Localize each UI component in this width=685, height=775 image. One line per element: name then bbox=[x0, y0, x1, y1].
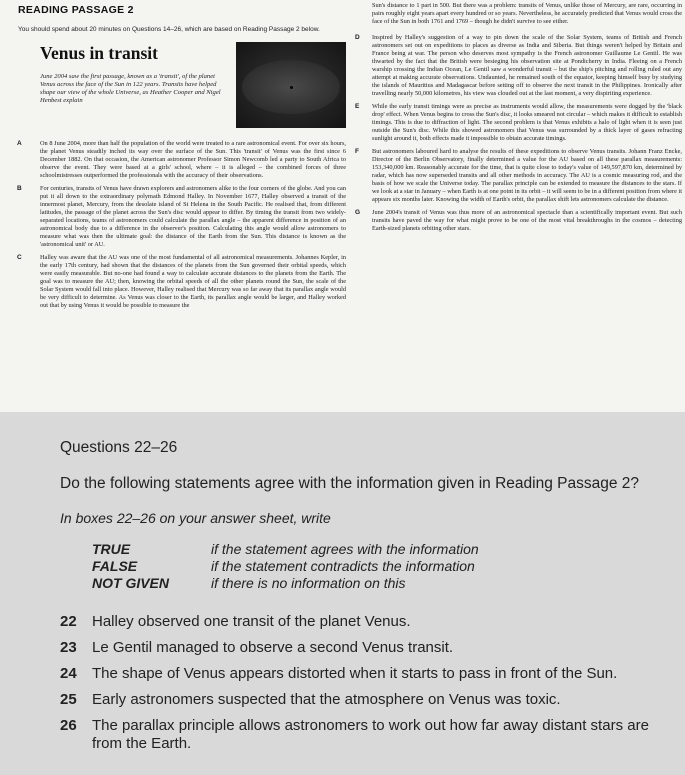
venus-transit-photo-icon bbox=[236, 42, 346, 128]
question-number: 23 bbox=[60, 639, 77, 656]
question-number: 22 bbox=[60, 613, 77, 630]
paragraph-text: Halley was aware that the AU was one of the most fundamental of all astronomical measurements. Johannes Kepler, in the early 17th century, had shown that the distances of the planets from the Sun governed their orbital speeds, which were easily measurable. But no-one had found a way to calculate accurate distances to the planets from the Earth. The goal was to measure the AU; then, knowing the orbital speeds of all the other planets round the Sun, the scale of the Solar System would fall into place. However, Halley realised that Mercury was so far away that its parallax angle would be very difficult to determine. As Venus was closer to the Earth, its parallax angle would be larger, and Halley worked out that by using Venus it would be possible to measure the bbox=[40, 254, 346, 309]
paragraph-e bbox=[352, 103, 682, 143]
question-item bbox=[60, 665, 670, 683]
paragraph-text: But astronomers laboured hard to analyse the results of these expeditions to observe Venus transits. Johann Franz Encke, Director of the Berlin Observatory, finally determined a value for the AU based on all these parallax measurements: 153,340,000 km. Reasonably accurate for the time, that is quite close to today's value of 149,597,870 km, determined by radar, which has now superseded transits and all other methods in accuracy. The AU is a cosmic measuring rod, and the basis of how we scale the Universe today. The parallax principle can be extended to measure the distances to the stars. If we look at a star in January – when Earth is at one point in its orbit – it will seem to be in a different position from where it appears six months later. Knowing the width of Earth's orbit, the parallax shift lets astronomers calculate the distance. bbox=[372, 148, 682, 203]
paragraph-letter: A bbox=[17, 140, 22, 147]
legend-definition: if there is no information on this bbox=[211, 575, 406, 591]
paragraph-text: Inspired by Halley's suggestion of a way to pin down the scale of the Solar System, teams of British and French astronomers set out on expeditions to places as diverse as India and Siberia. But things weren't helped by Britain and France being at war. The person who deserves most sympathy is the French astronomer Guillaume Le Gentil. He was thwarted by the fact that the British were besieging his observation site at Pondicherry in India. Fleeing on a French warship crossing the Indian Ocean, Le Gentil saw a wonderful transit – but the ship's pitching and rolling ruled out any attempt at making accurate observations. Undaunted, he remained south of the equator, keeping himself busy by studying the islands of Mauritius and Madagascar before setting off to observe the next transit in the Philippines. Ironically after travelling nearly 50,000 kilometres, his view was clouded out at the last moment, a very dispiriting experience. bbox=[372, 34, 682, 97]
paragraph-f bbox=[352, 148, 682, 204]
article-subtitle: June 2004 saw the first passage, known as a 'transit', of the planet Venus across the face of the Sun in 122 years. Transits have helped shape our view of the whole Universe, as Heather Cooper and Nigel Henbest explain bbox=[40, 73, 221, 104]
question-text: The shape of Venus appears distorted when it starts to pass in front of the Sun. bbox=[92, 665, 618, 682]
paragraph-letter: B bbox=[17, 185, 22, 192]
legend-row-false bbox=[92, 558, 479, 575]
paragraph-text: June 2004's transit of Venus was thus more of an astronomical spectacle than a scientifically important event. But such transits have paved the way for what might prove to be one of the most vital breakthroughs in the cosmos – detecting Earth-sized planets orbiting other stars. bbox=[372, 209, 682, 232]
paragraph-c bbox=[14, 254, 346, 310]
question-item bbox=[60, 613, 670, 631]
legend-definition: if the statement contradicts the information bbox=[211, 558, 475, 574]
title-block bbox=[14, 42, 346, 132]
paragraph-a bbox=[14, 140, 346, 180]
paragraph-text: For centuries, transits of Venus have drawn explorers and astronomers alike to the four corners of the globe. And you can put it all down to the extraordinary polymath Edmond Halley. In November 1677, Halley observed a transit of the innermost planet, Mercury, from the desolate island of St Helena in the South Pacific. He realised that, from different latitudes, the passage of the planet across the Sun's disc would appear to differ. By timing the transit from two widely-separated locations, teams of astronomers could calculate the parallax angle – the apparent difference in position of an astronomical body due to a difference in the observer's position. Calculating this angle would allow astronomers to measure what was then the ultimate goal: the distance of the Earth from the Sun. This distance is known as the 'astronomical unit' or AU. bbox=[40, 185, 346, 248]
question-text: Early astronomers suspected that the atmosphere on Venus was toxic. bbox=[92, 691, 561, 708]
passage-left-column bbox=[14, 4, 346, 315]
paragraph-d bbox=[352, 34, 682, 98]
paragraph-g bbox=[352, 209, 682, 233]
question-list bbox=[60, 613, 670, 761]
question-text: Le Gentil managed to observe a second Venus transit. bbox=[92, 639, 454, 656]
legend-term: FALSE bbox=[92, 558, 138, 574]
questions-heading: Questions 22–26 bbox=[60, 439, 178, 456]
question-number: 24 bbox=[60, 665, 77, 682]
questions-panel bbox=[0, 412, 685, 775]
passage-instruction: You should spend about 20 minutes on Questions 14–26, which are based on Reading Passage 2 below. bbox=[18, 26, 320, 33]
paragraph-letter: D bbox=[355, 34, 360, 41]
paragraph-text: While the early transit timings were as precise as instruments would allow, the measurements were dogged by the 'black drop' effect. When Venus begins to cross the Sun's disc, it looks smeared not circular – which makes it difficult to establish timings. This is due to diffraction of light. The second problem is that Venus exhibits a halo of light when it is seen just outside the Sun's disc. While this showed astronomers that Venus was surrounded by a thick layer of gases refracting sunlight around it, both effects made it impossible to obtain accurate timings. bbox=[372, 103, 682, 142]
question-number: 26 bbox=[60, 717, 77, 734]
venus-dot bbox=[290, 86, 293, 89]
paragraph-text: On 8 June 2004, more than half the population of the world were treated to a rare astronomical event. For over six hours, the planet Venus steadily inched its way over the surface of the Sun. This 'transit' of Venus was the first since 6 December 1882. On that occasion, the American astronomer Professor Simon Newcomb led a party to South Africa to observe the event. They were based at a girls' school, where – it is alleged – the combined forces of three schoolmistresses outperformed the professionals with the accuracy of their observations. bbox=[40, 140, 346, 179]
question-text: The parallax principle allows astronomers to work out how far away distant stars are from the Earth. bbox=[92, 717, 649, 752]
paragraph-c-continued: Sun's distance to 1 part in 500. But there was a problem: transits of Venus, unlike those of Mercury, are rare, occurring in pairs roughly eight years apart every hundred or so years. Nevertheless, he accurately predicted that Venus would cross the face of the Sun in both 1761 and 1769 – though he didn't survive to see either. bbox=[372, 2, 682, 25]
passage-heading: READING PASSAGE 2 bbox=[18, 4, 134, 16]
paragraph-b bbox=[14, 185, 346, 249]
questions-prompt: Do the following statements agree with the information given in Reading Passage 2? bbox=[60, 475, 640, 492]
question-item bbox=[60, 639, 670, 657]
questions-instruction: In boxes 22–26 on your answer sheet, write bbox=[60, 510, 331, 526]
question-text: Halley observed one transit of the planet Venus. bbox=[92, 613, 411, 630]
passage-right-column bbox=[352, 2, 682, 238]
question-number: 25 bbox=[60, 691, 77, 708]
question-item bbox=[60, 691, 670, 709]
legend-row-not-given bbox=[92, 575, 479, 592]
question-item bbox=[60, 717, 670, 753]
paragraph-letter: C bbox=[17, 254, 22, 261]
legend-term: NOT GIVEN bbox=[92, 575, 170, 591]
legend-row-true bbox=[92, 541, 479, 558]
paragraph-letter: E bbox=[355, 103, 360, 110]
answer-legend bbox=[92, 541, 479, 592]
article-title: Venus in transit bbox=[40, 43, 158, 63]
paragraph-letter: F bbox=[355, 148, 359, 155]
legend-definition: if the statement agrees with the information bbox=[211, 541, 479, 557]
paragraph-letter: G bbox=[355, 209, 361, 216]
legend-term: TRUE bbox=[92, 541, 131, 557]
